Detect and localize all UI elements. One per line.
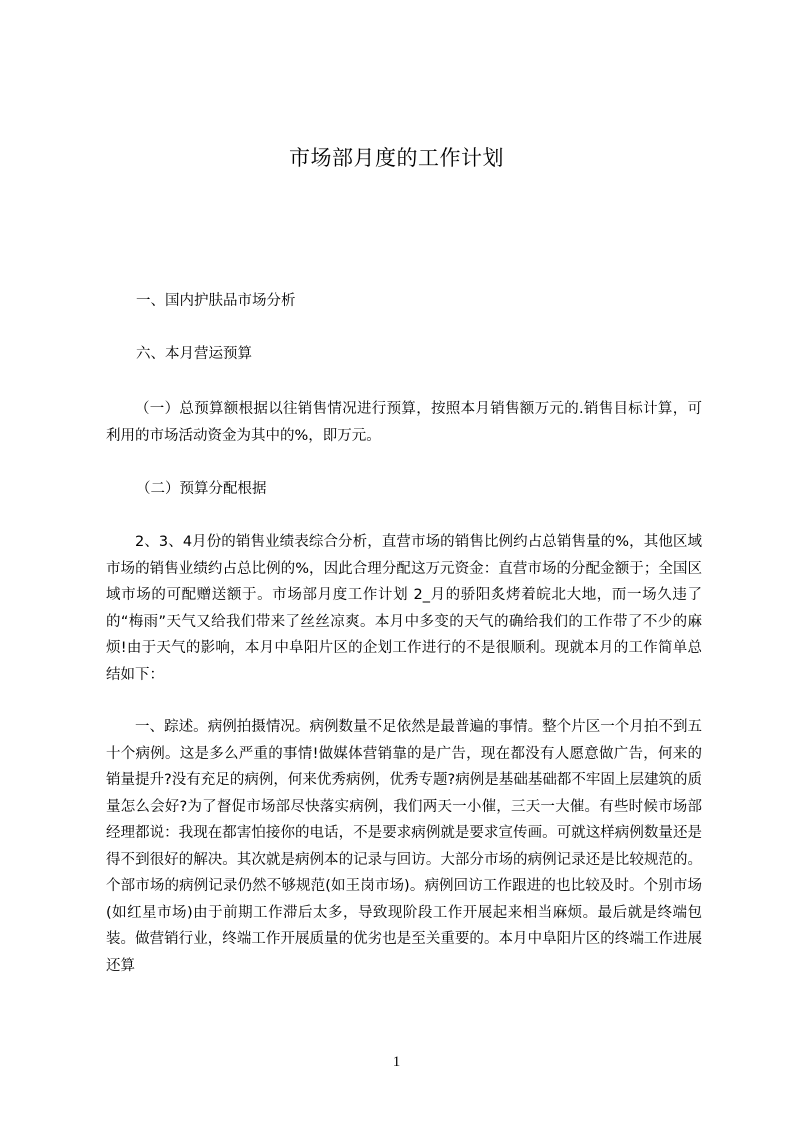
heading-budget-allocation: （二）预算分配根据	[136, 481, 267, 497]
heading-monthly-budget: 六、本月营运预算	[136, 346, 252, 362]
paragraph-summary: 一、踪述。病例拍摄情况。病例数量不足依然是最普遍的事情。整个片区一个月拍不到五十个病例。这是多么严重的事情!做媒体营销靠的是广告，现在都没有人愿意做广告，何来的销量提升?没有充足的病例，何来优秀病例，优秀专题?病例是基础基础都不牢固上层建筑的质量怎么会好?为了督促市场部尽快落实病例，我们两天一小催，三天一大催。有些时候市场部经理都说：我现在都害怕接你的电话，不是要求病例就是要求宣传画。可就这样病例数量还是得不到很好的解决。其次就是病例本的记录与回访。大部分市场的病例记录还是比较规范的。个部市场的病例记录仍然不够规范(如王岗市场)。病例回访工作跟进的也比较及时。个别市场(如红星市场)由于前期工作滞后太多，导致现阶段工作开展起来相当麻烦。最后就是终端包装。做营销行业，终端工作开展质量的优劣也是至关重要的。本月中阜阳片区的终端工作进展还算	[106, 719, 702, 974]
paragraph-total-budget: （一）总预算额根据以往销售情况进行预算，按照本月销售额万元的.销售目标计算，可利用的市场活动资金为其中的%，即万元。	[106, 401, 702, 444]
document-title: 市场部月度的工作计划	[289, 146, 504, 170]
heading-market-analysis: 一、国内护肤品市场分析	[136, 293, 296, 309]
paragraph-sales-analysis: 2、3、4月份的销售业绩表综合分析，直营市场的销售比例约占总销售量的%，其他区域市场的销售业绩约占总比例的%，因此合理分配这万元资金：直营市场的分配金额于；全国区域市场的可配赠送额于。市场部月度工作计划 2_月的骄阳炙烤着皖北大地，而一场久违了的“梅雨”天气又给我们带来了丝丝凉爽。本月中多变的天气的确给我们的工作带了不少的麻烦!由于天气的影响，本月中阜阳片区的企划工作进行的不是很顺利。现就本月的工作简单总结如下：	[106, 534, 702, 683]
page-number: 1	[392, 1054, 401, 1070]
